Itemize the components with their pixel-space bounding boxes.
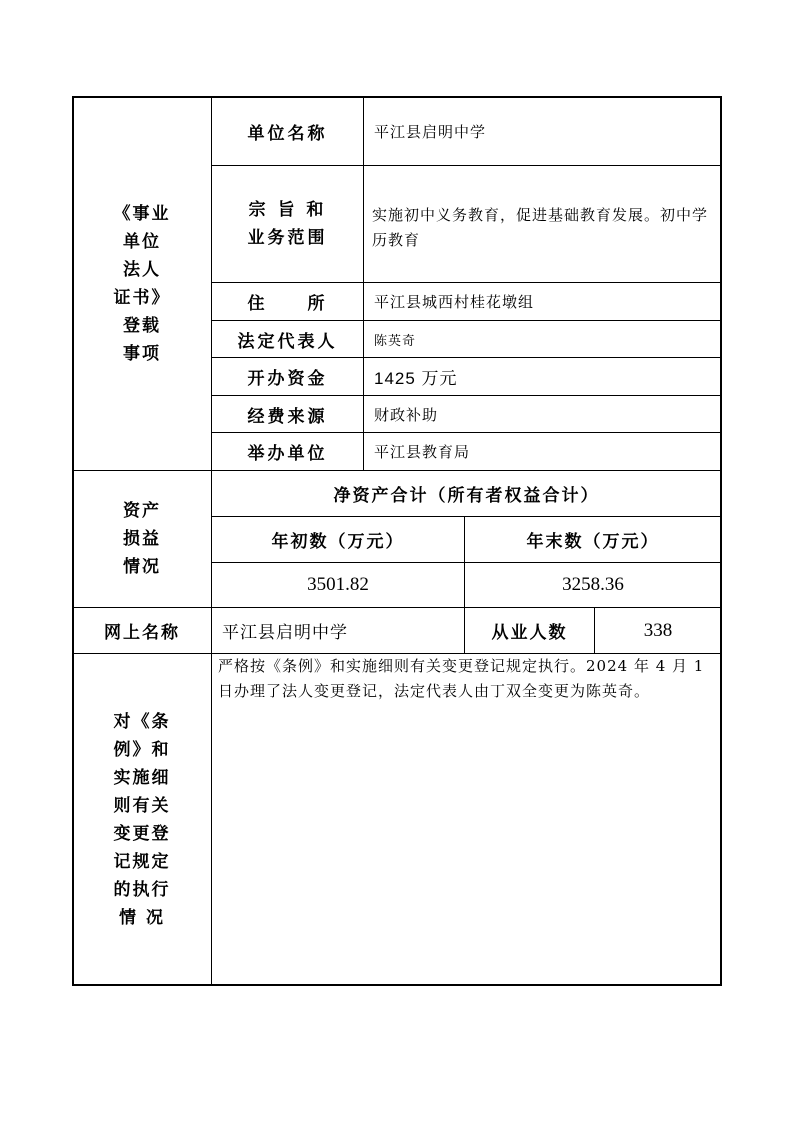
staff-count-value: 338 (643, 619, 673, 641)
title-line: 对《条 (113, 711, 171, 732)
funding-source-value: 财政补助 (374, 405, 439, 424)
title-line: 登载 (123, 315, 161, 336)
title-line: 法人 (123, 259, 161, 280)
title-line: 的执行 (113, 879, 171, 900)
legal-rep-value: 陈英奇 (374, 333, 417, 349)
address-label: 住 所 (247, 294, 328, 314)
address-value: 平江县城西村桂花墩组 (374, 293, 535, 311)
title-line: 例》和 (113, 739, 171, 760)
label-line: 宗 旨 和 (248, 200, 327, 220)
title-line: 情况 (123, 557, 161, 577)
title-line: 《事业 (113, 203, 171, 224)
asset-status-title (73, 471, 211, 607)
change-compliance-title (73, 654, 211, 985)
unit-name-value: 平江县启明中学 (374, 122, 487, 141)
start-capital-value: 1425 万元 (374, 369, 458, 388)
staff-count-label: 从业人数 (491, 623, 568, 643)
title-line: 记规定 (113, 851, 171, 872)
legal-rep-label: 法定代表人 (237, 331, 338, 352)
sponsor-label: 举办单位 (247, 444, 328, 464)
registration-items-title (73, 97, 211, 470)
title-line: 事项 (123, 343, 161, 364)
net-assets-header: 净资产合计（所有者权益合计） (333, 486, 600, 506)
title-line: 情 况 (119, 907, 165, 928)
title-line: 损益 (123, 529, 161, 549)
funding-source-label: 经费来源 (247, 406, 328, 427)
online-name-label: 网上名称 (104, 623, 180, 643)
end-of-year-header: 年末数（万元） (526, 532, 660, 552)
title-line: 实施细 (113, 767, 171, 788)
title-line: 则有关 (113, 795, 171, 816)
start-of-year-value: 3501.82 (307, 574, 369, 595)
start-capital-label: 开办资金 (247, 369, 328, 389)
start-of-year-header: 年初数（万元） (271, 532, 405, 552)
purpose-scope-value: 实施初中义务教育，促进基础教育发展。初中学历教育 (372, 206, 709, 249)
unit-name-label: 单位名称 (247, 123, 328, 144)
title-line: 变更登 (113, 823, 171, 844)
online-name-value: 平江县启明中学 (222, 623, 348, 643)
title-line: 单位 (123, 231, 161, 252)
purpose-scope-label (212, 166, 363, 282)
sponsor-value: 平江县教育局 (374, 443, 471, 461)
change-compliance-text: 严格按《条例》和实施细则有关变更登记规定执行。2024 年 4 月 1 日办理了法人变更登记，法定代表人由丁双全变更为陈英奇。 (218, 657, 705, 700)
title-line: 证书》 (113, 287, 171, 308)
title-line: 资产 (123, 501, 161, 521)
label-line: 业务范围 (247, 228, 328, 248)
end-of-year-value: 3258.36 (562, 574, 624, 595)
